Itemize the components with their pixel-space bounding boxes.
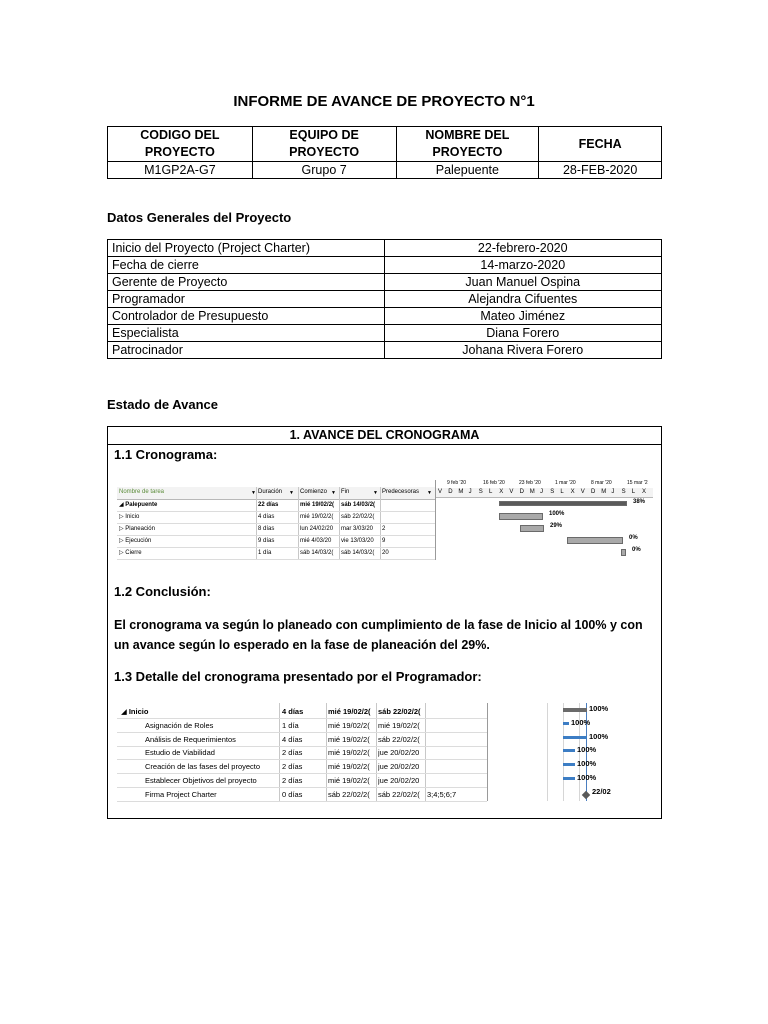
general-label: Fecha de cierre — [108, 257, 385, 274]
gantt-row — [117, 536, 435, 546]
gantt-detail-cell-name: Firma Project Charter — [145, 789, 217, 799]
week-label: 23 feb '20 — [519, 480, 541, 486]
day-label: D — [519, 489, 524, 495]
gantt-detail-cell-name: Análisis de Requerimientos — [145, 734, 236, 744]
chevron-down-icon: ▼ — [427, 490, 432, 496]
gantt-bar — [621, 549, 626, 556]
general-label: Programador — [108, 291, 385, 308]
gantt-cell-name: ▷ Cierre — [119, 550, 142, 556]
gantt-cell-end: mar 3/03/20 — [341, 526, 374, 532]
gantt-overview — [117, 480, 653, 560]
gantt-detail-cell-dur: 4 días — [282, 734, 303, 744]
gantt-detail-cell-name: Estudio de Viabilidad — [145, 748, 215, 758]
general-row — [108, 257, 662, 274]
gantt-detail-cell-dur: 4 días — [282, 707, 304, 716]
general-row — [108, 240, 662, 257]
gantt-pct-label: 0% — [632, 547, 641, 553]
chevron-down-icon: ▼ — [251, 490, 256, 496]
header-code: CODIGO DEL PROYECTO — [108, 127, 253, 162]
col-predecessors: Predecesoras — [382, 489, 420, 495]
gantt-detail-cell-start: mié 19/02/2( — [328, 734, 370, 744]
gantt-detail-cell-end: sáb 22/02/2( — [378, 707, 421, 716]
gantt-detail-cell-start: mié 19/02/2( — [328, 762, 370, 772]
gantt-row — [117, 548, 435, 558]
week-label: 9 feb '20 — [447, 480, 467, 486]
gantt-detail-cell-end: sáb 22/02/2( — [378, 734, 420, 744]
gantt-cell-name: ▷ Ejecución — [119, 538, 152, 544]
gantt-bar — [567, 537, 623, 544]
gantt-cell-dur: 4 días — [258, 514, 275, 520]
gantt-cell-dur: 22 días — [258, 502, 279, 508]
gantt-detail-row — [117, 788, 487, 801]
chevron-down-icon: ▼ — [373, 490, 378, 496]
week-label: 15 mar '2 — [627, 480, 648, 486]
general-row — [108, 291, 662, 308]
gantt-detail-row — [117, 774, 487, 787]
gantt-detail-label: 100% — [577, 773, 597, 782]
gantt-detail-cell-end: mié 19/02/2( — [378, 720, 420, 730]
gantt-cell-pred: 20 — [382, 550, 389, 556]
general-label: Patrocinador — [108, 342, 385, 359]
day-label: D — [448, 489, 453, 495]
day-label: L — [560, 489, 564, 495]
value-code: M1GP2A-G7 — [108, 162, 253, 179]
day-label: D — [591, 489, 596, 495]
general-value: 22-febrero-2020 — [384, 240, 661, 257]
day-label: M — [458, 489, 464, 495]
gantt-pct-label: 38% — [633, 499, 646, 505]
schedule-box-title: 1. AVANCE DEL CRONOGRAMA — [108, 427, 661, 445]
general-value: Diana Forero — [384, 325, 661, 342]
day-label: M — [529, 489, 535, 495]
gantt-pct-label: 0% — [629, 535, 638, 541]
gantt-row — [117, 500, 435, 510]
gantt-detail-cell-end: jue 20/02/20 — [378, 776, 420, 785]
general-row — [108, 342, 662, 359]
gantt-detail-cell-name: Establecer Objetivos del proyecto — [145, 776, 257, 785]
gantt-detail-cell-dur: 2 días — [282, 748, 303, 758]
header-name: NOMBRE DEL PROYECTO — [396, 127, 539, 162]
project-header-table — [107, 126, 662, 179]
general-row — [108, 308, 662, 325]
gantt-detail-row — [117, 719, 487, 732]
general-label: Controlador de Presupuesto — [108, 308, 385, 325]
gantt-cell-dur: 9 días — [258, 538, 275, 544]
status-heading: Estado de Avance — [107, 397, 219, 412]
day-label: J — [540, 489, 543, 495]
conclusion-text: El cronograma va según lo planeado con cumplimiento de la fase de Inicio al 100% y con un avance según lo esperado en la fase de planeación del 29%. — [114, 618, 643, 652]
gantt-detail-label: 100% — [589, 704, 609, 713]
gantt-cell-name: ▷ Inicio — [119, 514, 140, 520]
col-duration: Duración — [258, 489, 283, 495]
gantt-bar — [499, 501, 627, 506]
chevron-down-icon: ▼ — [289, 490, 294, 496]
general-value: Mateo Jiménez — [384, 308, 661, 325]
gantt-detail-label: 100% — [577, 759, 597, 769]
col-task-name: Nombre de tarea — [119, 489, 165, 495]
gantt-detail — [117, 703, 653, 803]
gantt-detail-cell-dur: 1 día — [282, 720, 299, 730]
gantt-cell-pred: 2 — [382, 526, 386, 532]
gantt-detail-cell-start: mié 19/02/2( — [328, 776, 370, 785]
gantt-detail-cell-name: Asignación de Roles — [145, 720, 214, 730]
gantt-detail-cell-pred: 3;4;5;6;7 — [427, 789, 457, 799]
value-name: Palepuente — [396, 162, 539, 179]
gantt-cell-end: sáb 22/02/2( — [341, 514, 375, 520]
section-1-1-heading: 1.1 Cronograma: — [114, 447, 218, 462]
timescale-days — [435, 488, 653, 497]
general-value: Juan Manuel Ospina — [384, 274, 661, 291]
gantt-detail-cell-dur: 2 días — [282, 762, 303, 772]
schedule-progress-box — [107, 426, 662, 819]
general-data-heading: Datos Generales del Proyecto — [107, 210, 292, 225]
gantt-cell-start: sáb 14/03/2( — [300, 550, 334, 556]
section-1-3-heading: 1.3 Detalle del cronograma presentado por el Programador: — [114, 669, 482, 684]
general-label: Especialista — [108, 325, 385, 342]
day-label: S — [550, 489, 555, 495]
gantt-bar — [499, 513, 543, 520]
gantt-cell-start: mié 19/02/2( — [300, 502, 335, 508]
header-team: EQUIPO DE PROYECTO — [252, 127, 396, 162]
report-title: INFORME DE AVANCE DE PROYECTO N°1 — [233, 93, 535, 110]
gantt-detail-label: 100% — [571, 717, 591, 727]
gantt-row — [117, 524, 435, 534]
general-row — [108, 274, 662, 291]
milestone-diamond-icon — [582, 791, 590, 799]
general-data-table — [107, 239, 662, 359]
timescale-weeks — [435, 480, 653, 487]
gantt-detail-cell-start: mié 19/02/2( — [328, 707, 371, 716]
gantt-detail-label: 22/02 — [592, 786, 611, 796]
week-label: 16 feb '20 — [483, 480, 505, 486]
gantt-pct-label: 100% — [549, 511, 565, 517]
day-label: X — [570, 489, 575, 495]
day-label: J — [611, 489, 615, 495]
col-start: Comienzo — [300, 489, 328, 495]
gantt-cell-end: sáb 14/03/2( — [341, 550, 375, 556]
day-label: M — [601, 489, 607, 495]
value-team: Grupo 7 — [252, 162, 396, 179]
week-label: 8 mar '20 — [591, 480, 612, 486]
gantt-cell-end: vie 13/03/20 — [341, 538, 374, 544]
gantt-cell-pred: 9 — [382, 538, 386, 544]
gantt-bar — [520, 525, 544, 532]
day-label: J — [468, 489, 472, 495]
day-label: V — [580, 489, 585, 495]
gantt-detail-row — [117, 705, 487, 718]
gantt-detail-cell-name: ◢ Inicio — [121, 707, 149, 716]
gantt-detail-label: 100% — [589, 731, 609, 741]
day-label: S — [621, 489, 626, 495]
gantt-detail-cell-end: jue 20/02/20 — [378, 762, 420, 772]
general-label: Gerente de Proyecto — [108, 274, 385, 291]
gantt-detail-bar — [563, 708, 587, 712]
gantt-cell-start: lun 24/02/20 — [300, 526, 334, 532]
general-row — [108, 325, 662, 342]
gantt-detail-row — [117, 746, 487, 759]
gantt-detail-bar — [563, 777, 575, 780]
day-label: V — [509, 489, 514, 495]
gantt-cell-start: mié 4/03/20 — [300, 538, 332, 544]
gantt-detail-bar — [563, 749, 575, 752]
gantt-pct-label: 29% — [550, 523, 563, 529]
gantt-detail-cell-name: Creación de las fases del proyecto — [145, 762, 261, 772]
gantt-cell-end: sáb 14/03/2( — [341, 502, 376, 508]
header-date: FECHA — [539, 127, 662, 162]
gantt-detail-cell-start: sáb 22/02/2( — [328, 789, 370, 799]
general-label: Inicio del Proyecto (Project Charter) — [108, 240, 385, 257]
day-label: X — [642, 489, 647, 495]
day-label: L — [489, 489, 493, 495]
gantt-cell-start: mié 19/02/2( — [300, 514, 334, 520]
gantt-detail-cell-end: sáb 22/02/2( — [378, 789, 420, 799]
general-value: Alejandra Cifuentes — [384, 291, 661, 308]
gantt-detail-row — [117, 733, 487, 746]
gantt-detail-row — [117, 760, 487, 773]
gantt-detail-bar — [563, 722, 569, 725]
gantt-detail-cell-dur: 0 días — [282, 789, 303, 799]
col-end: Fin — [341, 489, 350, 495]
gantt-detail-bar — [563, 736, 587, 739]
gantt-row — [117, 512, 435, 522]
week-label: 1 mar '20 — [555, 480, 576, 486]
day-label: L — [631, 489, 636, 495]
gantt-detail-cell-end: jue 20/02/20 — [378, 748, 420, 758]
gantt-cell-dur: 8 días — [258, 526, 275, 532]
gantt-cell-name: ◢ Palepuente — [119, 502, 158, 508]
gantt-detail-bar — [563, 763, 575, 766]
day-label: X — [499, 489, 504, 495]
gantt-cell-name: ▷ Planeación — [119, 526, 155, 532]
day-label: S — [478, 489, 483, 495]
day-label: V — [438, 489, 443, 495]
gantt-detail-cell-start: mié 19/02/2( — [328, 748, 370, 758]
general-value: Johana Rivera Forero — [384, 342, 661, 359]
gantt-detail-cell-start: mié 19/02/2( — [328, 720, 370, 730]
gantt-detail-label: 100% — [577, 745, 597, 755]
section-1-2-heading: 1.2 Conclusión: — [114, 584, 211, 599]
gantt-cell-dur: 1 día — [258, 550, 272, 556]
chevron-down-icon: ▼ — [331, 490, 336, 496]
gantt-detail-cell-dur: 2 días — [282, 776, 303, 785]
general-value: 14-marzo-2020 — [384, 257, 661, 274]
value-date: 28-FEB-2020 — [539, 162, 662, 179]
